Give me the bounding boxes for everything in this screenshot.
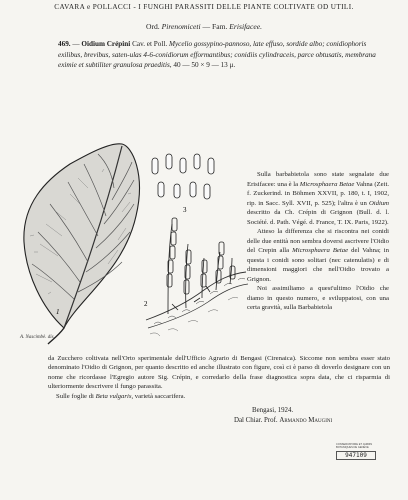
order-family-line	[0, 22, 408, 31]
species-name: Oidium Crépini	[81, 40, 131, 48]
collector-name: Armando Maugini	[279, 417, 333, 424]
commentary-text: Sulla barbabietola sono state segnalate due Erisifacee: una è la	[247, 171, 389, 188]
taxon-name: Microsphaera Betae	[299, 180, 355, 188]
entry-number: 469.	[58, 40, 71, 48]
order-prefix: Ord.	[146, 22, 160, 31]
commentary-paragraph-1	[247, 170, 389, 227]
taxon-name: Microsphaera Betae	[292, 247, 349, 254]
collector-prefix: Dal Chiar. Prof.	[234, 417, 278, 424]
commentary-text: del Vahna; in questa i conidi sono solitari (nec catenulatis) e di dimensioni maggiori che nell'Oidio trovato a Grignon.	[247, 247, 390, 283]
herbarium-stamp	[336, 444, 376, 460]
order-name: Pirenomiceti	[161, 22, 201, 31]
specimen-barcode-number: 947109	[336, 451, 376, 460]
commentary-text: Atteso la differenza che si riscontra nei conidi delle due entità non sembra doversi ascrivere l'Oidio del Crepin alla	[247, 228, 389, 254]
botanical-plate	[18, 124, 266, 346]
commentary-text: Vahna (Zeit. f. Zuckerind. in Böhmen XXVII, p. 180, t. I, 1902, rip. in Sacc. Syll. XVII, p. 525); l'altra è un	[247, 180, 390, 207]
commentary-continuation	[48, 354, 390, 401]
host-line	[48, 392, 390, 401]
entry-dash: —	[72, 40, 80, 48]
stamp-institution-line2: BOTANIQUES DE GENÈVE	[336, 445, 369, 449]
stamp-institution-line1: CONSERVATOIRE ET JARDIN	[336, 443, 373, 446]
host-variety: , varietà saccarifera.	[131, 392, 186, 400]
artist-credit: A. Nascimbè. dis.	[20, 335, 55, 340]
species-authors: Cav. et Poll.	[132, 40, 168, 48]
figure-label-section: 2	[144, 300, 148, 308]
commentary-paragraph-3	[247, 284, 389, 313]
running-header: CAVARA e POLLACCI - I FUNGHI PARASSITI DELLE PIANTE COLTIVATE OD UTILI.	[54, 3, 354, 11]
collector-line	[234, 417, 332, 424]
conidia-group	[152, 154, 214, 199]
conidia-dimensions: 40 — 50 × 9 — 13 μ.	[173, 61, 236, 70]
figure-label-conidia: 3	[183, 206, 187, 214]
place-date: Bengasi, 1924.	[252, 407, 294, 414]
host-prefix: Sulle foglie di	[56, 392, 94, 400]
host-species: Beta vulgaris	[95, 392, 132, 400]
family-prefix: Fam.	[211, 22, 228, 31]
taxon-name: Oidium	[368, 199, 389, 207]
conidiophore-section	[146, 218, 248, 336]
commentary-text: descritto da Ch. Crépin di Grignon (Bull. d. l. Société. d. Path. Végé. d. France, T. IX. Paris, 1922).	[247, 209, 389, 226]
continuation-paragraph: da Zucchero coltivata nell'Orto sperimentale dell'Ufficio Agrario di Bengasi (Cirenaica). Siccome non sembra esser stato denominato l'Oidio di Grignon, per quanto descritto ed anche illustrato con figure, così ci è parso di doverlo designare con un nome che ricordasse l'Egregio autore Sig. Crépin, e corredarlo della frase diagnostica sopra data, che ci risparmia di ulteriormente descrivere il fungo parassita.	[48, 355, 390, 391]
plate-drawing	[18, 124, 266, 346]
commentary-paragraph-2	[247, 227, 389, 284]
family-name: Erisifacee.	[229, 22, 262, 31]
species-entry	[58, 39, 376, 71]
commentary-column	[247, 170, 389, 313]
latin-diagnosis: Mycelio gossypino-pannoso, late effuso, sordide albo; conidiophoris exilibus, brevibus, saten‑ulas 4-6-conidiorum efformantibus; conidiis cylindraceis, parce obtusatis, membrana eximie et subtiliter granulosa praeditis,	[58, 40, 376, 70]
commentary-text: Noi assimiliamo a quest'ultimo l'Oidio che diamo in questo numero, e sviluppatosi, con una certa gravità, sulla Barbabietola	[247, 285, 389, 311]
figure-label-leaf: 1	[56, 308, 60, 316]
order-separator: —	[202, 22, 211, 31]
leaf-illustration	[24, 144, 140, 344]
